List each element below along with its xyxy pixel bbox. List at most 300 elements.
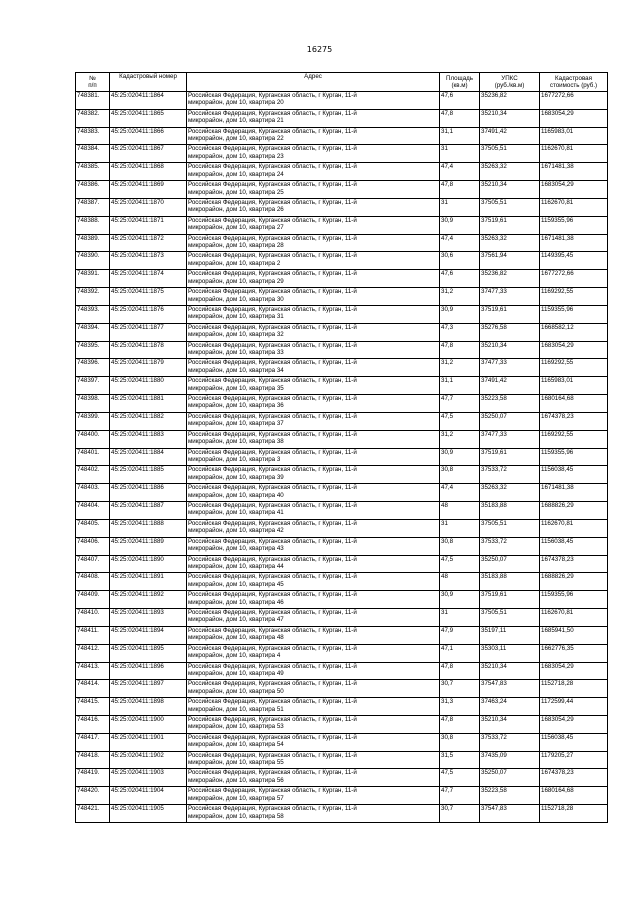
header-cadastral: Кадастровый номер [110, 73, 187, 92]
area-value: 31,1 [440, 377, 480, 395]
row-number: 748410. [76, 609, 110, 627]
row-number: 748420. [76, 787, 110, 805]
table-row [76, 181, 608, 199]
address-line-2: микрорайон, дом 10, квартира 36 [188, 402, 284, 410]
cadastral-value: 1165983,01 [540, 377, 608, 395]
table-body [76, 92, 608, 823]
table-row [76, 288, 608, 306]
address-cell [187, 644, 440, 662]
cadastral-number: 45:25:020411:1897 [110, 680, 187, 698]
upks-value: 35250,07 [480, 769, 540, 787]
address-line-2: микрорайон, дом 10, квартира 4 [188, 652, 281, 660]
cadastral-value: 1169292,55 [540, 430, 608, 448]
address-line-2: микрорайон, дом 10, квартира 29 [188, 277, 284, 285]
cadastral-value: 1680164,68 [540, 395, 608, 413]
cadastral-value: 1156038,45 [540, 466, 608, 484]
area-value: 30,9 [440, 448, 480, 466]
row-number: 748382. [76, 109, 110, 127]
cadastral-number: 45:25:020411:1900 [110, 715, 187, 733]
cadastral-value: 1156038,45 [540, 537, 608, 555]
address-line-2: микрорайон, дом 10, квартира 35 [188, 384, 284, 392]
table-row [76, 519, 608, 537]
address-line-1: Российская Федерация, Курганская область, г Курган, 11-й [188, 573, 357, 581]
area-value: 47,5 [440, 769, 480, 787]
cadastral-number: 45:25:020411:1883 [110, 430, 187, 448]
row-number: 748387. [76, 198, 110, 216]
row-number: 748398. [76, 395, 110, 413]
address-line-2: микрорайон, дом 10, квартира 38 [188, 438, 284, 446]
address-line-1: Российская Федерация, Курганская область, г Курган, 11-й [188, 145, 357, 153]
cadastral-value: 1683054,29 [540, 715, 608, 733]
address-cell [187, 323, 440, 341]
cadastral-number: 45:25:020411:1886 [110, 484, 187, 502]
row-number: 748407. [76, 555, 110, 573]
cadastral-number: 45:25:020411:1875 [110, 288, 187, 306]
area-value: 47,4 [440, 234, 480, 252]
header-value-line2: стоимость (руб.) [549, 82, 598, 89]
table-row [76, 412, 608, 430]
table-row [76, 644, 608, 662]
cadastral-number: 45:25:020411:1888 [110, 519, 187, 537]
cadastral-number: 45:25:020411:1905 [110, 805, 187, 823]
cadastral-number: 45:25:020411:1870 [110, 198, 187, 216]
header-area-line2: (кв.м) [451, 82, 468, 89]
row-number: 748388. [76, 216, 110, 234]
row-number: 748381. [76, 92, 110, 110]
cadastral-value: 1149395,45 [540, 252, 608, 270]
area-value: 47,6 [440, 270, 480, 288]
row-number: 748413. [76, 662, 110, 680]
cadastral-number: 45:25:020411:1864 [110, 92, 187, 110]
table-row [76, 591, 608, 609]
address-line-2: микрорайон, дом 10, квартира 39 [188, 473, 284, 481]
upks-value: 37505,51 [480, 145, 540, 163]
area-value: 30,9 [440, 216, 480, 234]
upks-value: 35263,32 [480, 163, 540, 181]
upks-value: 37533,72 [480, 466, 540, 484]
table-row [76, 680, 608, 698]
table-row [76, 484, 608, 502]
row-number: 748385. [76, 163, 110, 181]
address-line-2: микрорайон, дом 10, квартира 48 [188, 634, 284, 642]
address-line-1: Российская Федерация, Курганская область, г Курган, 11-й [188, 270, 357, 278]
address-line-2: микрорайон, дом 10, квартира 47 [188, 616, 284, 624]
upks-value: 37505,51 [480, 609, 540, 627]
area-value: 31,2 [440, 288, 480, 306]
row-number: 748399. [76, 412, 110, 430]
address-line-2: микрорайон, дом 10, квартира 33 [188, 349, 284, 356]
row-number: 748409. [76, 591, 110, 609]
header-num-line2: п/п [88, 82, 97, 89]
row-number: 748394. [76, 323, 110, 341]
cadastral-value: 1671481,38 [540, 163, 608, 181]
cadastral-value: 1685941,50 [540, 626, 608, 644]
cadastral-number: 45:25:020411:1902 [110, 751, 187, 769]
cadastral-number: 45:25:020411:1869 [110, 181, 187, 199]
address-cell [187, 305, 440, 323]
address-cell [187, 591, 440, 609]
area-value: 30,7 [440, 805, 480, 823]
table-row [76, 377, 608, 395]
area-value: 31 [440, 198, 480, 216]
table-row [76, 573, 608, 591]
area-value: 47,4 [440, 484, 480, 502]
header-upks-line1: УПКС [501, 74, 518, 82]
area-value: 47,8 [440, 662, 480, 680]
row-number: 748384. [76, 145, 110, 163]
address-cell [187, 109, 440, 127]
cadastral-value: 1152718,28 [540, 680, 608, 698]
table-row [76, 430, 608, 448]
page-number: 16275 [306, 45, 333, 54]
header-num [76, 73, 110, 92]
table-row [76, 805, 608, 823]
row-number: 748405. [76, 519, 110, 537]
area-value: 31,3 [440, 698, 480, 716]
address-cell [187, 680, 440, 698]
cadastral-value: 1159355,96 [540, 448, 608, 466]
header-address: Адрес [187, 73, 440, 92]
cadastral-value: 1162670,81 [540, 519, 608, 537]
table-row [76, 145, 608, 163]
address-line-1: Российская Федерация, Курганская область, г Курган, 11-й [188, 537, 357, 545]
upks-value: 35197,11 [480, 626, 540, 644]
address-line-1: Российская Федерация, Курганская область, г Курган, 11-й [188, 359, 357, 367]
address-line-1: Российская Федерация, Курганская область, г Курган, 11-й [188, 787, 357, 795]
table-row [76, 537, 608, 555]
address-line-2: микрорайон, дом 10, квартира 21 [188, 117, 284, 125]
table-row [76, 715, 608, 733]
cadastral-number: 45:25:020411:1901 [110, 733, 187, 751]
cadastral-number: 45:25:020411:1895 [110, 644, 187, 662]
cadastral-value: 1179205,27 [540, 751, 608, 769]
row-number: 748414. [76, 680, 110, 698]
cadastral-number: 45:25:020411:1866 [110, 127, 187, 145]
address-line-1: Российская Федерация, Курганская область, г Курган, 11-й [188, 288, 357, 296]
upks-value: 35303,11 [480, 644, 540, 662]
address-line-1: Российская Федерация, Курганская область, г Курган, 11-й [188, 502, 357, 510]
row-number: 748391. [76, 270, 110, 288]
address-line-1: Российская Федерация, Курганская область, г Курган, 11-й [188, 305, 357, 313]
cadastral-number: 45:25:020411:1877 [110, 323, 187, 341]
address-cell [187, 662, 440, 680]
row-number: 748383. [76, 127, 110, 145]
cadastral-value: 1683054,29 [540, 341, 608, 359]
upks-value: 37519,61 [480, 448, 540, 466]
area-value: 47,8 [440, 341, 480, 359]
area-value: 47,8 [440, 181, 480, 199]
address-cell [187, 252, 440, 270]
upks-value: 35210,34 [480, 341, 540, 359]
cadastral-value: 1159355,96 [540, 216, 608, 234]
table-row [76, 626, 608, 644]
upks-value: 35210,34 [480, 662, 540, 680]
area-value: 48 [440, 502, 480, 520]
cadastral-value: 1172599,44 [540, 698, 608, 716]
cadastral-value: 1688826,29 [540, 502, 608, 520]
cadastral-value: 1671481,38 [540, 484, 608, 502]
address-line-2: микрорайон, дом 10, квартира 2 [188, 259, 281, 267]
cadastral-value: 1165983,01 [540, 127, 608, 145]
table-row [76, 163, 608, 181]
table-header-row [76, 73, 608, 92]
row-number: 748392. [76, 288, 110, 306]
area-value: 47,8 [440, 715, 480, 733]
address-line-2: микрорайон, дом 10, квартира 25 [188, 188, 284, 196]
address-cell [187, 216, 440, 234]
row-number: 748402. [76, 466, 110, 484]
address-line-1: Российская Федерация, Курганская область, г Курган, 11-й [188, 198, 357, 206]
address-line-1: Российская Федерация, Курганская область, г Курган, 11-й [188, 715, 357, 723]
upks-value: 35223,58 [480, 787, 540, 805]
table-row [76, 109, 608, 127]
address-line-2: микрорайон, дом 10, квартира 34 [188, 366, 284, 374]
cadastral-number: 45:25:020411:1868 [110, 163, 187, 181]
cadastral-table [75, 72, 608, 823]
address-cell [187, 377, 440, 395]
upks-value: 35263,32 [480, 234, 540, 252]
table-row [76, 787, 608, 805]
upks-value: 37463,24 [480, 698, 540, 716]
address-cell [187, 484, 440, 502]
table-row [76, 448, 608, 466]
row-number: 748393. [76, 305, 110, 323]
address-line-2: микрорайон, дом 10, квартира 27 [188, 224, 284, 232]
address-cell [187, 733, 440, 751]
address-cell [187, 341, 440, 359]
upks-value: 35210,34 [480, 715, 540, 733]
row-number: 748390. [76, 252, 110, 270]
table-row [76, 733, 608, 751]
address-cell [187, 288, 440, 306]
row-number: 748419. [76, 769, 110, 787]
address-line-1: Российская Федерация, Курганская область, г Курган, 11-й [188, 466, 357, 474]
table-row [76, 234, 608, 252]
address-cell [187, 519, 440, 537]
cadastral-number: 45:25:020411:1879 [110, 359, 187, 377]
address-line-2: микрорайон, дом 10, квартира 20 [188, 99, 284, 107]
area-value: 47,9 [440, 626, 480, 644]
cadastral-value: 1668582,12 [540, 323, 608, 341]
upks-value: 35210,34 [480, 109, 540, 127]
cadastral-value: 1688826,29 [540, 573, 608, 591]
upks-value: 35183,88 [480, 502, 540, 520]
address-line-1: Российская Федерация, Курганская область, г Курган, 11-й [188, 163, 357, 171]
address-line-1: Российская Федерация, Курганская область, г Курган, 11-й [188, 644, 357, 652]
table-row [76, 323, 608, 341]
address-line-1: Российская Федерация, Курганская область, г Курган, 11-й [188, 412, 357, 420]
cadastral-number: 45:25:020411:1893 [110, 609, 187, 627]
area-value: 31,2 [440, 430, 480, 448]
address-line-2: микрорайон, дом 10, квартира 3 [188, 455, 281, 463]
address-line-1: Российская Федерация, Курганская область, г Курган, 11-й [188, 109, 357, 117]
address-line-1: Российская Федерация, Курганская область, г Курган, 11-й [188, 769, 357, 777]
cadastral-value: 1162670,81 [540, 198, 608, 216]
address-line-1: Российская Федерация, Курганская область, г Курган, 11-й [188, 341, 357, 349]
area-value: 30,8 [440, 537, 480, 555]
table-row [76, 305, 608, 323]
area-value: 48 [440, 573, 480, 591]
cadastral-value: 1159355,96 [540, 591, 608, 609]
address-line-2: микрорайон, дом 10, квартира 46 [188, 598, 284, 606]
address-cell [187, 466, 440, 484]
area-value: 47,6 [440, 92, 480, 110]
upks-value: 37561,94 [480, 252, 540, 270]
address-cell [187, 234, 440, 252]
area-value: 31 [440, 145, 480, 163]
upks-value: 37477,33 [480, 430, 540, 448]
cadastral-value: 1156038,45 [540, 733, 608, 751]
address-line-1: Российская Федерация, Курганская область, г Курган, 11-й [188, 626, 357, 634]
header-area-line1: Площадь [446, 74, 473, 82]
area-value: 31,1 [440, 127, 480, 145]
row-number: 748418. [76, 751, 110, 769]
cadastral-number: 45:25:020411:1894 [110, 626, 187, 644]
address-cell [187, 698, 440, 716]
upks-value: 37533,72 [480, 733, 540, 751]
area-value: 30,8 [440, 733, 480, 751]
area-value: 47,7 [440, 787, 480, 805]
address-cell [187, 92, 440, 110]
row-number: 748389. [76, 234, 110, 252]
table-row [76, 252, 608, 270]
cadastral-number: 45:25:020411:1881 [110, 395, 187, 413]
address-line-2: микрорайон, дом 10, квартира 51 [188, 705, 284, 713]
address-line-2: микрорайон, дом 10, квартира 32 [188, 331, 284, 339]
address-line-2: микрорайон, дом 10, квартира 28 [188, 242, 284, 250]
cadastral-value: 1683054,29 [540, 662, 608, 680]
address-line-1: Российская Федерация, Курганская область, г Курган, 11-й [188, 555, 357, 563]
address-line-1: Российская Федерация, Курганская область, г Курган, 11-й [188, 252, 357, 260]
address-cell [187, 715, 440, 733]
upks-value: 35276,58 [480, 323, 540, 341]
upks-value: 37477,33 [480, 359, 540, 377]
upks-value: 35236,82 [480, 270, 540, 288]
cadastral-value: 1680164,68 [540, 787, 608, 805]
cadastral-number: 45:25:020411:1880 [110, 377, 187, 395]
cadastral-value: 1169292,55 [540, 288, 608, 306]
address-cell [187, 751, 440, 769]
cadastral-number: 45:25:020411:1889 [110, 537, 187, 555]
cadastral-number: 45:25:020411:1891 [110, 573, 187, 591]
cadastral-number: 45:25:020411:1865 [110, 109, 187, 127]
address-line-2: микрорайон, дом 10, квартира 54 [188, 741, 284, 749]
cadastral-number: 45:25:020411:1885 [110, 466, 187, 484]
address-line-2: микрорайон, дом 10, квартира 43 [188, 545, 284, 553]
address-line-1: Российская Федерация, Курганская область, г Курган, 11-й [188, 733, 357, 741]
address-line-2: микрорайон, дом 10, квартира 26 [188, 206, 284, 214]
upks-value: 37547,83 [480, 680, 540, 698]
upks-value: 37519,61 [480, 305, 540, 323]
address-line-2: микрорайон, дом 10, квартира 44 [188, 562, 284, 570]
table-row [76, 127, 608, 145]
row-number: 748412. [76, 644, 110, 662]
table-row [76, 395, 608, 413]
cadastral-value: 1677272,66 [540, 92, 608, 110]
cadastral-value: 1662776,35 [540, 644, 608, 662]
upks-value: 37435,09 [480, 751, 540, 769]
table-row [76, 769, 608, 787]
address-line-1: Российская Федерация, Курганская область, г Курган, 11-й [188, 127, 357, 135]
address-cell [187, 145, 440, 163]
address-line-1: Российская Федерация, Курганская область, г Курган, 11-й [188, 680, 357, 688]
cadastral-number: 45:25:020411:1884 [110, 448, 187, 466]
cadastral-number: 45:25:020411:1867 [110, 145, 187, 163]
cadastral-value: 1674378,23 [540, 555, 608, 573]
table-row [76, 198, 608, 216]
upks-value: 37491,42 [480, 377, 540, 395]
address-line-1: Российская Федерация, Курганская область, г Курган, 11-й [188, 751, 357, 759]
cadastral-value: 1162670,81 [540, 145, 608, 163]
address-line-1: Российская Федерация, Курганская область, г Курган, 11-й [188, 448, 357, 456]
address-line-1: Российская Федерация, Курганская область, г Курган, 11-й [188, 430, 357, 438]
area-value: 31 [440, 609, 480, 627]
row-number: 748401. [76, 448, 110, 466]
address-line-2: микрорайон, дом 10, квартира 31 [188, 313, 284, 321]
table-row [76, 341, 608, 359]
area-value: 30,8 [440, 466, 480, 484]
address-cell [187, 430, 440, 448]
table-row [76, 359, 608, 377]
address-cell [187, 198, 440, 216]
cadastral-number: 45:25:020411:1898 [110, 698, 187, 716]
address-line-1: Российская Федерация, Курганская область, г Курган, 11-й [188, 377, 357, 385]
header-upks [480, 73, 540, 92]
table-row [76, 555, 608, 573]
address-cell [187, 609, 440, 627]
upks-value: 35263,32 [480, 484, 540, 502]
cadastral-number: 45:25:020411:1890 [110, 555, 187, 573]
area-value: 47,5 [440, 412, 480, 430]
area-value: 30,7 [440, 680, 480, 698]
row-number: 748411. [76, 626, 110, 644]
cadastral-number: 45:25:020411:1887 [110, 502, 187, 520]
address-line-1: Российская Федерация, Курганская область, г Курган, 11-й [188, 591, 357, 599]
row-number: 748403. [76, 484, 110, 502]
address-cell [187, 787, 440, 805]
row-number: 748415. [76, 698, 110, 716]
address-line-2: микрорайон, дом 10, квартира 42 [188, 527, 284, 535]
cadastral-number: 45:25:020411:1882 [110, 412, 187, 430]
area-value: 31 [440, 519, 480, 537]
address-line-1: Российская Федерация, Курганская область, г Курган, 11-й [188, 181, 357, 189]
area-value: 47,3 [440, 323, 480, 341]
address-line-1: Российская Федерация, Курганская область, г Курган, 11-й [188, 805, 357, 813]
cadastral-value: 1152718,28 [540, 805, 608, 823]
address-line-2: микрорайон, дом 10, квартира 45 [188, 580, 284, 588]
upks-value: 35210,34 [480, 181, 540, 199]
address-cell [187, 359, 440, 377]
cadastral-number: 45:25:020411:1876 [110, 305, 187, 323]
cadastral-value: 1159355,96 [540, 305, 608, 323]
upks-value: 37533,72 [480, 537, 540, 555]
cadastral-number: 45:25:020411:1904 [110, 787, 187, 805]
address-cell [187, 769, 440, 787]
address-cell [187, 181, 440, 199]
address-line-1: Российская Федерация, Курганская область, г Курган, 11-й [188, 92, 357, 99]
table-row [76, 466, 608, 484]
table-row [76, 609, 608, 627]
address-line-1: Российская Федерация, Курганская область, г Курган, 11-й [188, 662, 357, 670]
area-value: 47,5 [440, 555, 480, 573]
cadastral-value: 1169292,55 [540, 359, 608, 377]
cadastral-number: 45:25:020411:1896 [110, 662, 187, 680]
header-value [540, 73, 608, 92]
cadastral-number: 45:25:020411:1873 [110, 252, 187, 270]
address-line-2: микрорайон, дом 10, квартира 37 [188, 420, 284, 428]
address-line-2: микрорайон, дом 10, квартира 53 [188, 723, 284, 731]
address-cell [187, 163, 440, 181]
